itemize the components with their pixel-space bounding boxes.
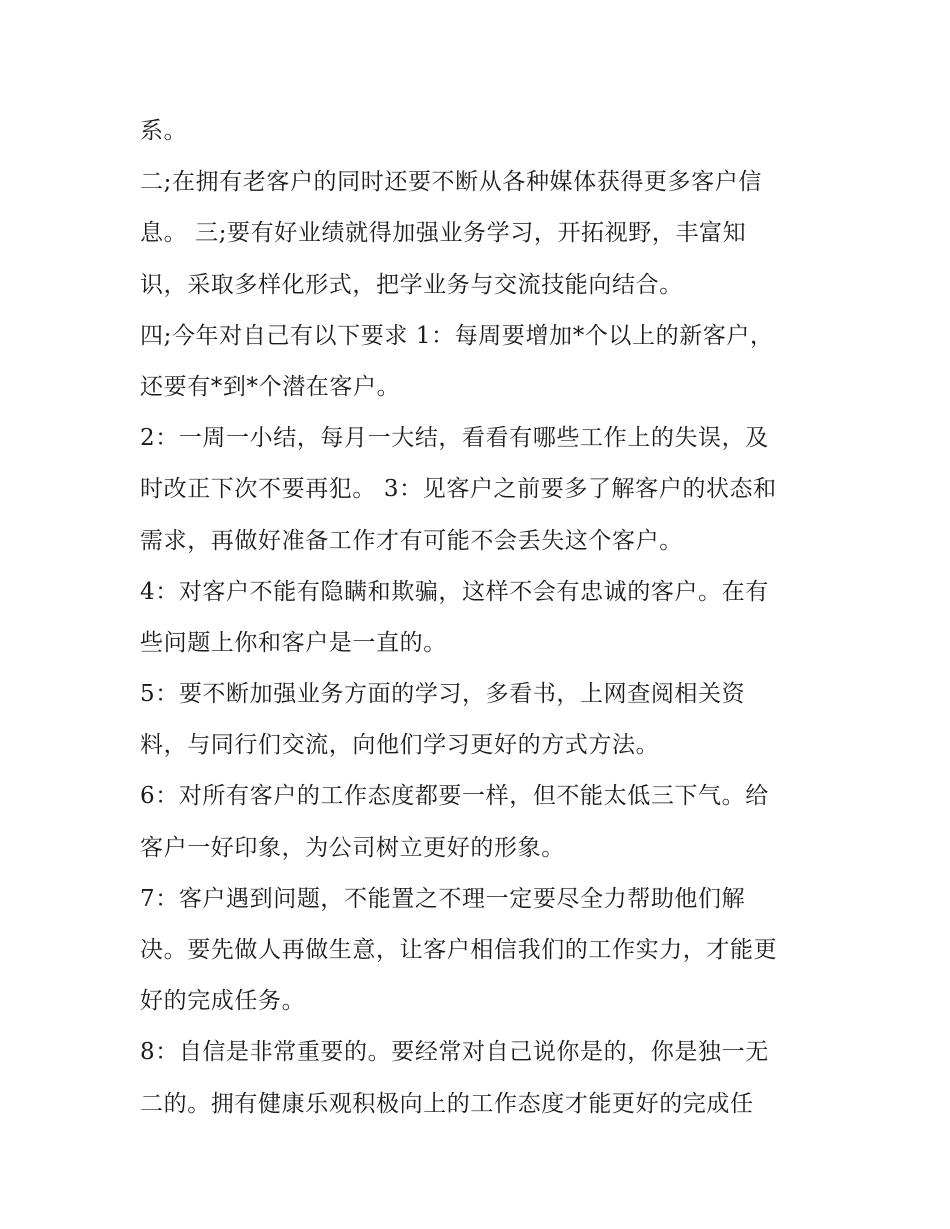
text-line: 料，与同行们交流，向他们学习更好的方式方法。 — [140, 732, 660, 759]
text-line: 系。 — [140, 118, 188, 144]
text-line: 四;今年对自己有以下要求 1：每周要增加*个以上的新客户， — [140, 322, 774, 349]
text-line: 二的。拥有健康乐观积极向上的工作态度才能更好的完成任 — [140, 1090, 754, 1117]
text-line: 客户一好印象，为公司树立更好的形象。 — [140, 834, 565, 861]
text-line: 6：对所有客户的工作态度都要一样，但不能太低三下气。给 — [140, 783, 769, 810]
text-line: 决。要先做人再做生意，让客户相信我们的工作实力，才能更 — [140, 937, 778, 963]
text-line: 些问题上你和客户是一直的。 — [140, 629, 447, 656]
text-line: 二;在拥有老客户的同时还要不断从各种媒体获得更多客户信 — [140, 169, 762, 196]
text-line: 识，采取多样化形式，把学业务与交流技能向结合。 — [140, 271, 683, 298]
text-line: 8：自信是非常重要的。要经常对自己说你是的，你是独一无 — [140, 1039, 769, 1066]
document-body — [140, 106, 840, 1130]
text-line: 时改正下次不要再犯。 3：见客户之前要多了解客户的状态和 — [140, 476, 777, 503]
text-line: 7：客户遇到问题，不能置之不理一定要尽全力帮助他们解 — [140, 885, 746, 912]
text-line: 5：要不断加强业务方面的学习，多看书，上网查阅相关资 — [140, 681, 746, 708]
text-line: 好的完成任务。 — [140, 988, 306, 1015]
text-line: 息。 三;要有好业绩就得加强业务学习，开拓视野，丰富知 — [140, 220, 747, 247]
text-line: 需求，再做好准备工作才有可能不会丢失这个客户。 — [140, 527, 683, 554]
text-line: 4：对客户不能有隐瞒和欺骗，这样不会有忠诚的客户。在有 — [140, 578, 769, 605]
text-line: 2：一周一小结，每月一大结，看看有哪些工作上的失误，及 — [140, 425, 769, 452]
text-line: 还要有*到*个潜在客户。 — [140, 373, 401, 400]
